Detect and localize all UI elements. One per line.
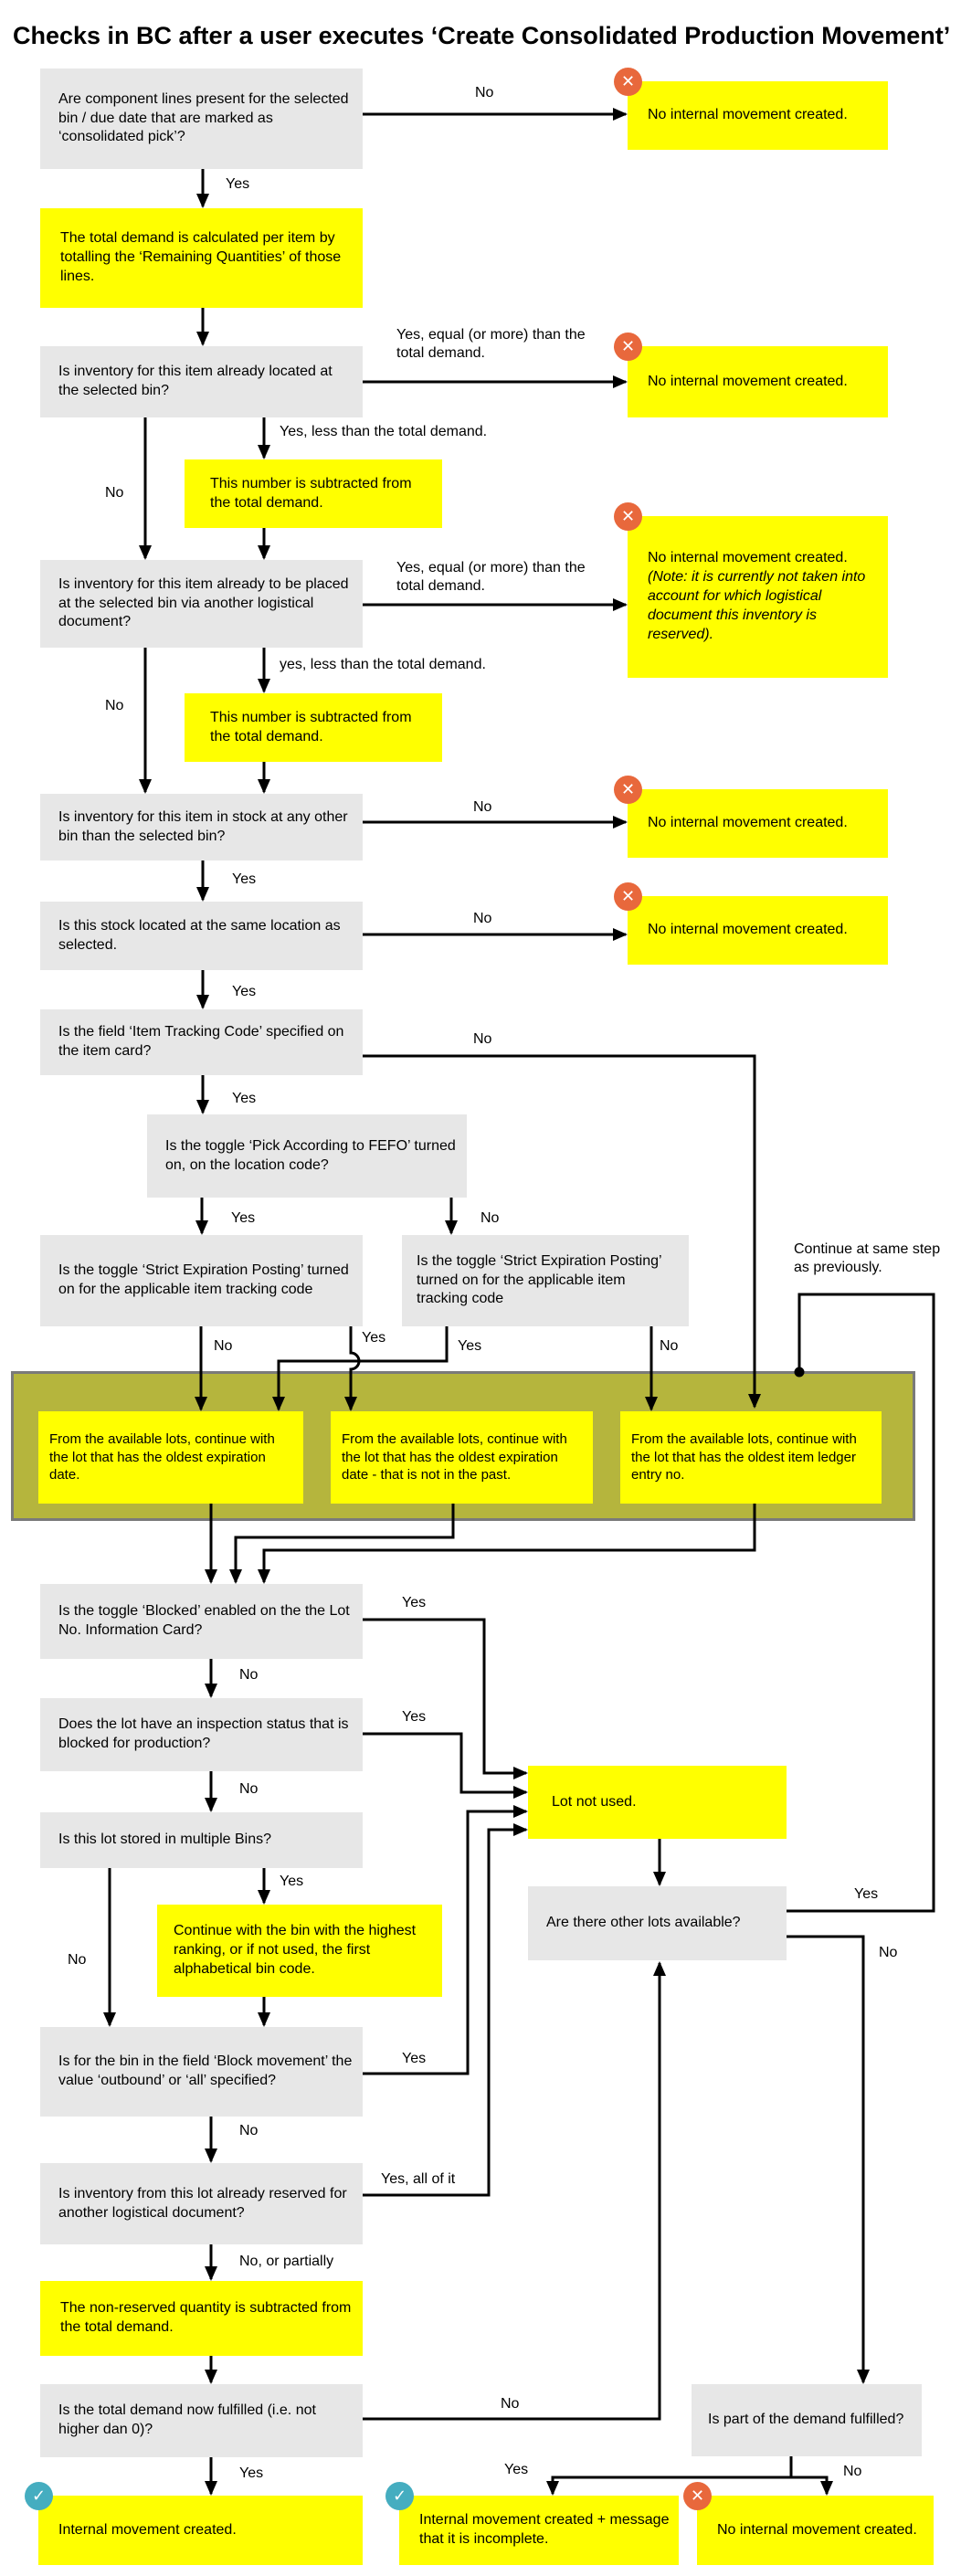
label-q12-yes: Yes, all of it: [381, 2171, 456, 2187]
action-non-reserved-subtracted-text: The non-reserved quantity is subtracted from the total demand.: [60, 2300, 352, 2335]
result-no-movement-2: [628, 346, 888, 417]
error-icon: [614, 68, 642, 96]
decision-component-lines-text: Are component lines present for the selected bin / due date that are marked as ‘consolidated pick’?: [58, 90, 349, 145]
result-no-movement-3-text: [648, 549, 879, 645]
decision-lot-reserved: [40, 2163, 363, 2244]
error-icon: [614, 502, 642, 531]
error-icon: [614, 882, 642, 911]
label-q10-no: No: [68, 1952, 87, 1968]
result-no-movement-3-main: No internal movement created.: [648, 550, 848, 566]
label-q9-no: No: [239, 1781, 259, 1797]
action-lot-oldest-expiration-not-past-text: From the available lots, continue with the lot that has the oldest expiration date - that is not in the past.: [342, 1431, 567, 1483]
result-movement-created-incomplete: [399, 2496, 679, 2565]
label-q15-yes: Yes: [504, 2462, 529, 2477]
action-non-reserved-subtracted: [40, 2281, 363, 2356]
label-q8-yes: Yes: [402, 1595, 427, 1610]
label-continue-loop: Continue at same step as previously.: [794, 1241, 941, 1275]
edge-q6-no: [363, 1056, 755, 1407]
edge-q15-no: [791, 2477, 827, 2494]
decision-inventory-at-bin: [40, 346, 363, 417]
error-icon-glyph: ✕: [620, 887, 636, 905]
action-subtract-1: [185, 459, 442, 528]
label-q7-yes: Yes: [231, 1210, 256, 1226]
label-q13-no: No: [879, 1945, 898, 1960]
decision-inventory-to-be-placed-text: Is inventory for this item already to be placed at the selected bin via another logistical document?: [58, 575, 349, 630]
result-movement-created-text: Internal movement created.: [58, 2521, 237, 2538]
label-q6-no: No: [473, 1031, 492, 1047]
error-icon: [683, 2482, 712, 2510]
result-no-movement-4: [628, 789, 888, 858]
edge-f3-q8: [264, 1504, 755, 1582]
label-q6-yes: Yes: [232, 1091, 257, 1106]
label-q13-yes: Yes: [854, 1886, 879, 1902]
success-icon: [25, 2482, 53, 2510]
decision-same-location-text: Is this stock located at the same location as selected.: [58, 917, 341, 953]
decision-strict-expiration-right: [402, 1235, 689, 1326]
result-no-movement-4-text: No internal movement created.: [648, 815, 848, 831]
label-q2-yes-less: Yes, less than the total demand.: [280, 424, 488, 439]
decision-pick-according-fefo-text: Is the toggle ‘Pick According to FEFO’ turned on, on the location code?: [165, 1137, 456, 1173]
label-q3-yes-more: Yes, equal (or more) than the total demand.: [396, 560, 586, 594]
action-total-demand-text: The total demand is calculated per item by totalling the ‘Remaining Quantities’ of those lines.: [60, 230, 342, 284]
decision-block-movement: [40, 2027, 363, 2117]
decision-inventory-to-be-placed: [40, 560, 363, 648]
result-lot-not-used: [528, 1766, 787, 1839]
label-s1-yes: Yes: [362, 1330, 386, 1346]
label-q8-no: No: [239, 1667, 259, 1683]
edge-q12-yes: [363, 1830, 526, 2195]
label-q3-yes-less: yes, less than the total demand.: [280, 657, 486, 672]
error-icon-glyph: ✕: [620, 337, 636, 355]
decision-item-tracking-code: [40, 1009, 363, 1075]
label-s1-no: No: [214, 1338, 233, 1354]
result-no-movement-1-text: No internal movement created.: [648, 107, 848, 123]
decision-inventory-at-bin-text: Is inventory for this item already located at the selected bin?: [58, 364, 333, 398]
success-icon-glyph: ✓: [392, 2486, 407, 2505]
action-lot-oldest-ledger-entry-text: From the available lots, continue with the lot that has the oldest item ledger entry no.: [631, 1431, 857, 1483]
decision-lot-blocked-text: Is the toggle ‘Blocked’ enabled on the the Lot No. Information Card?: [58, 1603, 350, 1638]
label-q10-yes: Yes: [280, 1874, 304, 1889]
decision-inspection-status-text: Does the lot have an inspection status that is blocked for production?: [58, 1716, 349, 1751]
action-lot-oldest-ledger-entry: [620, 1411, 882, 1504]
label-q11-yes: Yes: [402, 2051, 427, 2066]
label-q14-yes: Yes: [239, 2465, 264, 2481]
decision-other-lots-available: [528, 1886, 787, 1960]
error-icon-glyph: ✕: [620, 507, 636, 525]
label-q1-no: No: [475, 85, 494, 100]
result-no-movement-3: [628, 516, 888, 678]
label-q2-no: No: [105, 485, 124, 501]
decision-item-tracking-code-text: Is the field ‘Item Tracking Code’ specified on the item card?: [58, 1024, 344, 1059]
action-total-demand: [40, 208, 363, 308]
edge-q9-yes: [363, 1734, 526, 1792]
action-lot-oldest-expiration-not-past: [331, 1411, 593, 1504]
decision-part-demand-fulfilled: [692, 2384, 922, 2456]
result-lot-not-used-text: Lot not used.: [552, 1793, 637, 1810]
decision-same-location: [40, 902, 363, 970]
result-no-movement-3-note: (Note: it is currently not taken into account for which logistical document this inventory is reserved).: [648, 569, 866, 642]
label-q14-no: No: [501, 2396, 520, 2412]
edge-q13-no: [787, 1937, 863, 2382]
result-no-movement-1: [628, 81, 888, 150]
result-no-movement-final-text: No internal movement created.: [717, 2521, 917, 2538]
action-lot-oldest-expiration: [38, 1411, 303, 1504]
decision-lot-blocked: [40, 1584, 363, 1659]
action-subtract-2: [185, 693, 442, 762]
edge-s1-yes: [351, 1326, 359, 1409]
error-icon-glyph: ✕: [620, 72, 636, 90]
decision-pick-according-fefo: [147, 1114, 467, 1198]
edge-q14-no: [363, 1963, 660, 2419]
label-q5-no: No: [473, 911, 492, 926]
action-subtract-1-text: This number is subtracted from the total demand.: [210, 475, 412, 511]
decision-other-lots-available-text: Are there other lots available?: [546, 1915, 741, 1931]
action-subtract-2-text: This number is subtracted from the total demand.: [210, 709, 412, 744]
action-lot-oldest-expiration-text: From the available lots, continue with the lot that has the oldest expiration date.: [49, 1431, 275, 1483]
label-q4-no: No: [473, 799, 492, 815]
result-movement-created-incomplete-text: Internal movement created + message that it is incomplete.: [419, 2512, 670, 2547]
decision-multiple-bins: [40, 1812, 363, 1868]
label-q3-no: No: [105, 698, 124, 713]
decision-strict-expiration-left-text: Is the toggle ‘Strict Expiration Posting’ turned on for the applicable item tracking code: [58, 1262, 349, 1297]
decision-total-demand-fulfilled: [40, 2384, 363, 2457]
action-bin-highest-ranking-text: Continue with the bin with the highest ranking, or if not used, the first alphabetical bin code.: [174, 1923, 417, 1977]
decision-inspection-status: [40, 1698, 363, 1771]
label-q2-yes-more: Yes, equal (or more) than the total demand.: [396, 327, 586, 361]
label-q11-no: No: [239, 2123, 259, 2138]
loop-junction-dot: [795, 1367, 805, 1378]
label-q12-no: No, or partially: [239, 2254, 334, 2269]
label-s2-yes: Yes: [458, 1338, 482, 1354]
decision-component-lines: [40, 69, 363, 169]
decision-strict-expiration-right-text: Is the toggle ‘Strict Expiration Posting’ turned on for the applicable item tracking code: [417, 1252, 661, 1307]
result-no-movement-5-text: No internal movement created.: [648, 922, 848, 938]
decision-part-demand-fulfilled-text: Is part of the demand fulfilled?: [708, 2412, 904, 2428]
label-s2-no: No: [660, 1338, 679, 1354]
error-icon-glyph: ✕: [620, 780, 636, 798]
decision-block-movement-text: Is for the bin in the field ‘Block movement’ the value ‘outbound’ or ‘all’ specified?: [58, 2053, 353, 2088]
label-q5-yes: Yes: [232, 984, 257, 999]
action-bin-highest-ranking: [157, 1905, 442, 1997]
result-no-movement-2-text: No internal movement created.: [648, 373, 848, 389]
decision-multiple-bins-text: Is this lot stored in multiple Bins?: [58, 1832, 271, 1848]
label-q7-no: No: [480, 1210, 500, 1226]
decision-lot-reserved-text: Is inventory from this lot already reserved for another logistical document?: [58, 2185, 347, 2221]
edge-q15-yes: [553, 2456, 791, 2494]
decision-stock-other-bin: [40, 794, 363, 860]
error-icon: [614, 776, 642, 804]
edge-continue-loop: [787, 1294, 934, 1911]
success-icon: [385, 2482, 414, 2510]
decision-stock-other-bin-text: Is inventory for this item in stock at any other bin than the selected bin?: [58, 808, 348, 844]
result-no-movement-final: [697, 2496, 934, 2565]
result-movement-created: [38, 2496, 363, 2565]
label-q4-yes: Yes: [232, 871, 257, 887]
result-no-movement-5: [628, 896, 888, 965]
error-icon-glyph: ✕: [690, 2486, 705, 2505]
edge-q8-yes: [363, 1620, 526, 1773]
decision-total-demand-fulfilled-text: Is the total demand now fulfilled (i.e. not higher dan 0)?: [58, 2402, 316, 2437]
success-icon-glyph: ✓: [31, 2486, 47, 2505]
label-q15-no: No: [843, 2464, 862, 2479]
label-q9-yes: Yes: [402, 1709, 427, 1725]
edge-f2-q8: [236, 1504, 453, 1582]
page-title: Checks in BC after a user executes ‘Create Consolidated Production Movement’: [13, 22, 951, 49]
error-icon: [614, 333, 642, 361]
label-q1-yes: Yes: [226, 176, 250, 192]
decision-strict-expiration-left: [40, 1235, 363, 1326]
